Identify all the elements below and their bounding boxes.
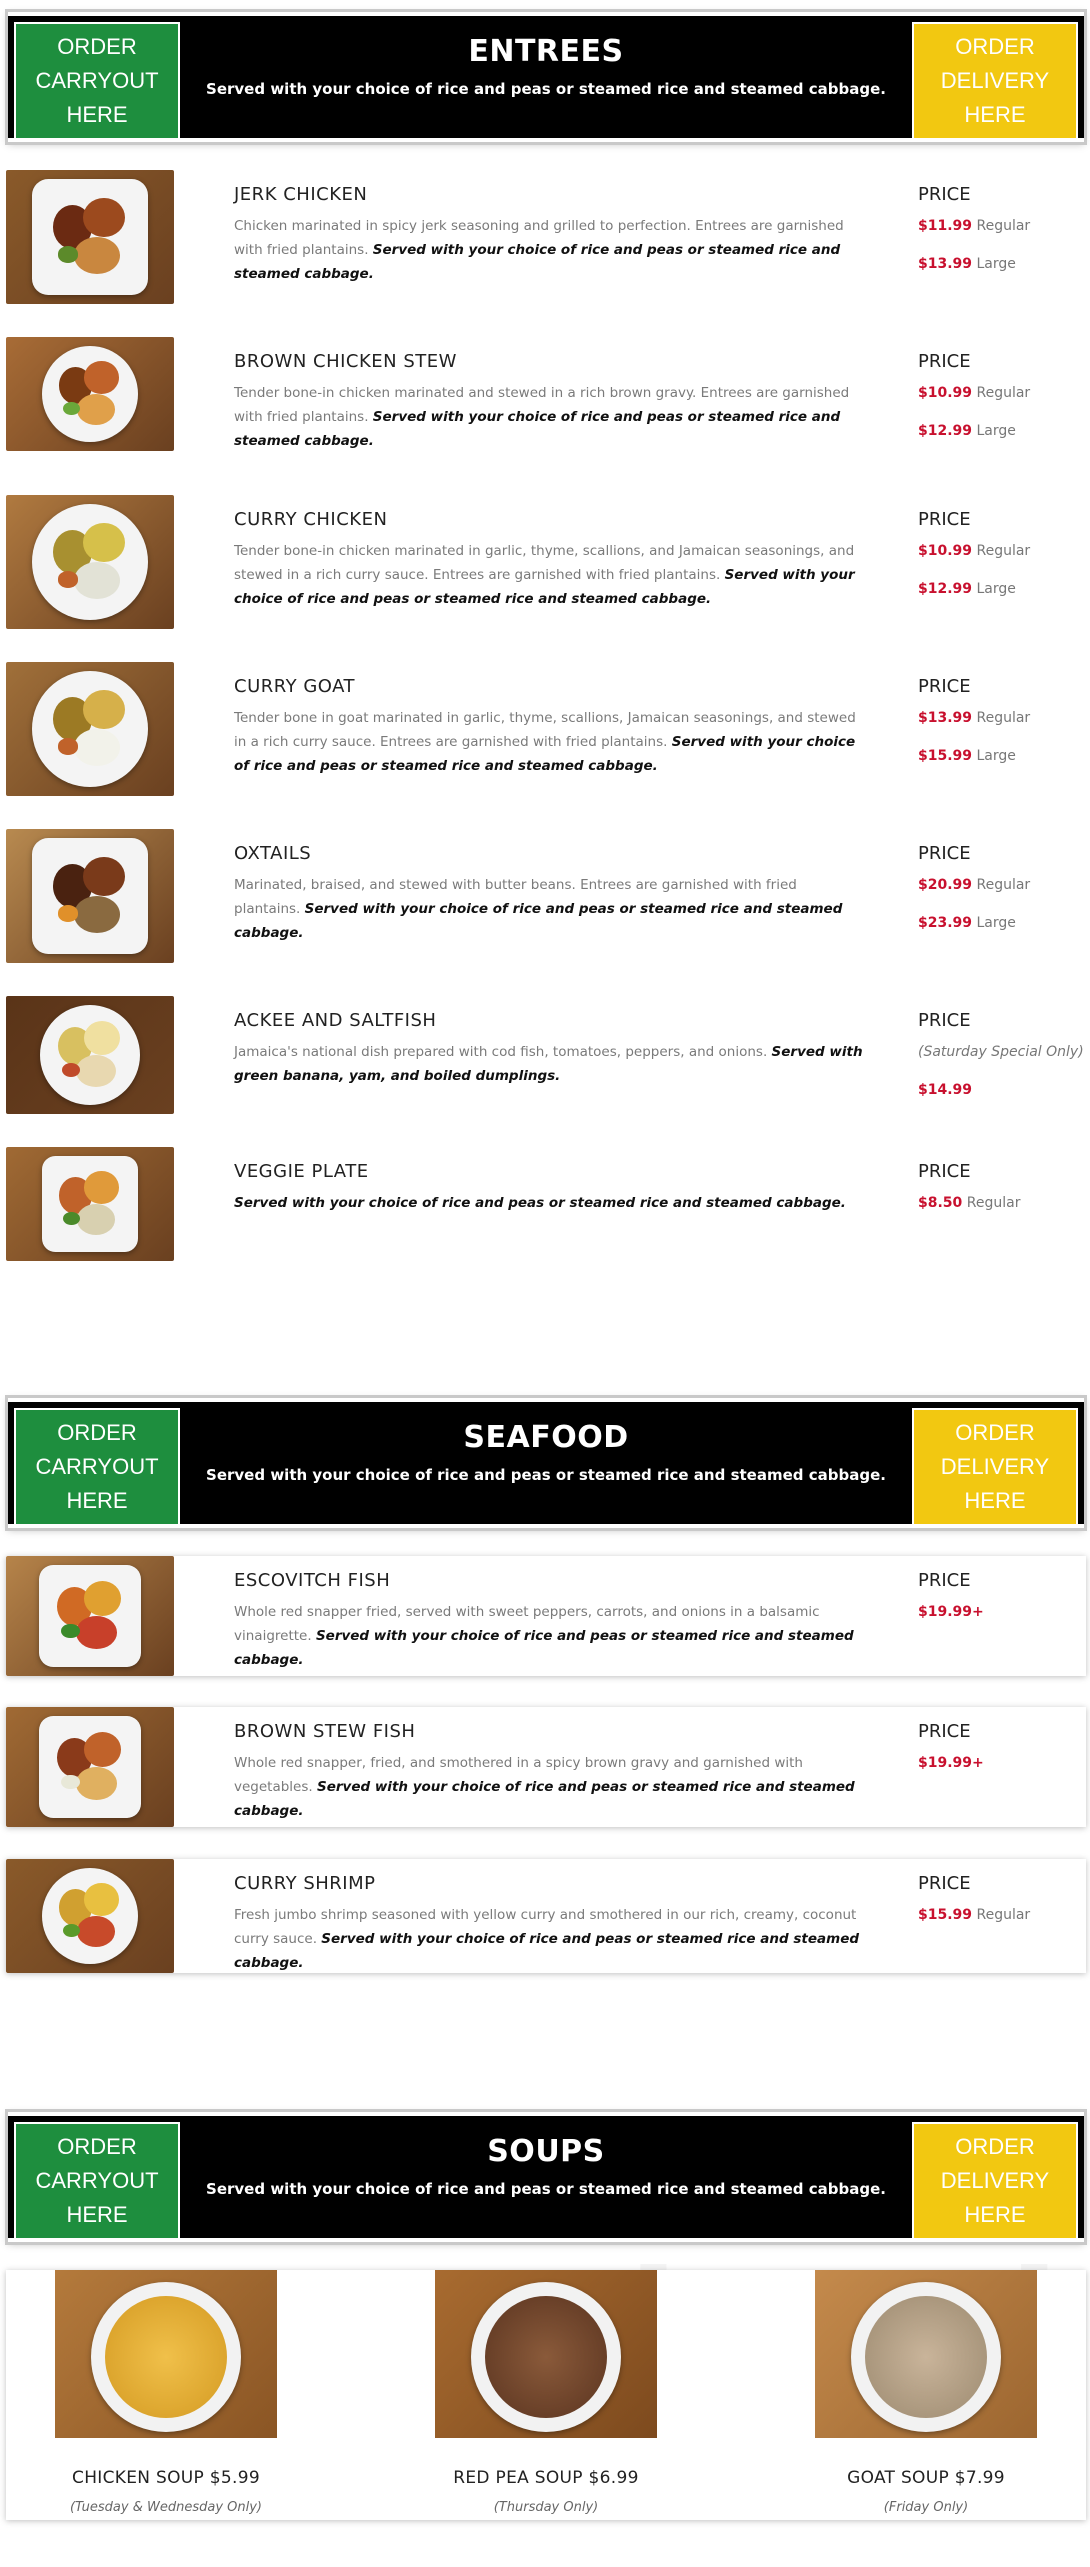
- dish-photo: [6, 1707, 174, 1827]
- price-note: (Saturday Special Only): [918, 1044, 1084, 1060]
- price-row: [918, 877, 1030, 915]
- price-amount: $20.99: [918, 877, 973, 893]
- price-heading: PRICE: [918, 843, 971, 864]
- price-list: [918, 1604, 984, 1642]
- soup-item[interactable]: [815, 2270, 1037, 2515]
- soup-days: (Tuesday & Wednesday Only): [69, 2500, 263, 2515]
- dish-description-served: Served with your choice of rice and peas or steamed rice and steamed cabbage.: [234, 1779, 855, 1819]
- dish-name: CURRY GOAT: [234, 676, 356, 697]
- price-heading: PRICE: [918, 1570, 971, 1591]
- dish-description: [234, 1903, 864, 1975]
- dish-name: VEGGIE PLATE: [234, 1161, 369, 1182]
- price-heading: PRICE: [918, 1873, 971, 1894]
- price-list: [918, 1195, 1020, 1233]
- price-heading: PRICE: [918, 509, 971, 530]
- price-heading: PRICE: [918, 351, 971, 372]
- price-list: [918, 710, 1030, 786]
- dish-description-text: Whole red snapper, fried, and smothered in a spicy brown gravy and garnished with vegetables.: [234, 1755, 803, 1795]
- price-size: Large: [976, 748, 1016, 764]
- soup-label: GOAT SOUP $7.99: [847, 2468, 1005, 2488]
- section-subtitle: Served with your choice of rice and peas or steamed rice and steamed cabbage.: [206, 80, 886, 98]
- soup-item[interactable]: [435, 2270, 657, 2515]
- price-amount: $8.50: [918, 1195, 963, 1211]
- dish-name: OXTAILS: [234, 843, 312, 864]
- price-amount: $19.99+: [918, 1604, 984, 1620]
- order-delivery-button[interactable]: ORDER DELIVERY HERE: [912, 22, 1078, 140]
- price-size: Large: [976, 256, 1016, 272]
- price-row: [918, 385, 1030, 423]
- dish-photo: [6, 495, 174, 629]
- dish-description: [234, 381, 864, 453]
- dish-photo: [6, 1147, 174, 1261]
- dish-description: [234, 1600, 864, 1672]
- dish-description-served: Served with your choice of rice and peas or steamed rice and steamed cabbage.: [234, 901, 843, 941]
- price-amount: $11.99: [918, 218, 973, 234]
- dish-description: [234, 1040, 864, 1088]
- price-amount: $10.99: [918, 543, 973, 559]
- price-amount: $13.99: [918, 256, 973, 272]
- price-heading: PRICE: [918, 1721, 971, 1742]
- dish-description-served: Served with your choice of rice and peas or steamed rice and steamed cabbage.: [234, 1628, 854, 1668]
- price-note-row: [918, 1044, 1084, 1082]
- price-row: [918, 710, 1030, 748]
- soup-label: RED PEA SOUP $6.99: [453, 2468, 639, 2488]
- dish-photo: [6, 1859, 174, 1973]
- dish-description: [234, 214, 864, 286]
- soup-photo: [815, 2270, 1037, 2438]
- price-heading: PRICE: [918, 1161, 971, 1182]
- section-subtitle: Served with your choice of rice and peas or steamed rice and steamed cabbage.: [206, 2180, 886, 2198]
- dish-description-text: Tender bone in goat marinated in garlic, thyme, scallions, Jamaican seasonings, and stewed in a rich curry sauce. Entrees are garnished with fried plantains.: [234, 710, 856, 750]
- price-list: [918, 218, 1030, 294]
- dish-photo: [6, 337, 174, 451]
- dish-name: BROWN STEW FISH: [234, 1721, 416, 1742]
- dish-photo: [6, 829, 174, 963]
- section-title: SOUPS: [487, 2134, 605, 2169]
- price-row: [918, 748, 1030, 786]
- dish-name: JERK CHICKEN: [234, 184, 368, 205]
- dish-name: ESCOVITCH FISH: [234, 1570, 391, 1591]
- order-delivery-button[interactable]: ORDER DELIVERY HERE: [912, 2122, 1078, 2240]
- menu-item[interactable]: [6, 495, 1086, 629]
- soup-days: (Friday Only): [883, 2500, 969, 2515]
- dish-description-text: Jamaica's national dish prepared with cod fish, tomatoes, peppers, and onions.: [234, 1044, 772, 1060]
- dish-description: [234, 706, 864, 778]
- dish-description-text: Marinated, braised, and stewed with butter beans. Entrees are garnished with fried plantains.: [234, 877, 797, 917]
- order-carryout-button[interactable]: ORDER CARRYOUT HERE: [14, 1408, 180, 1526]
- seafood-banner: [8, 1398, 1084, 1528]
- price-amount: $23.99: [918, 915, 973, 931]
- dish-name: ACKEE AND SALTFISH: [234, 1010, 437, 1031]
- price-size: Regular: [976, 1907, 1031, 1923]
- price-amount: $13.99: [918, 710, 973, 726]
- price-row: [918, 1907, 1030, 1945]
- price-heading: PRICE: [918, 184, 971, 205]
- menu-item[interactable]: [6, 996, 1086, 1114]
- menu-item[interactable]: [6, 1707, 1086, 1827]
- price-size: Regular: [976, 385, 1031, 401]
- menu-item[interactable]: [6, 170, 1086, 304]
- soup-label: CHICKEN SOUP $5.99: [72, 2468, 260, 2488]
- soup-photo: [55, 2270, 277, 2438]
- dish-description-text: Whole red snapper fried, served with sweet peppers, carrots, and onions in a balsamic vinaigrette.: [234, 1604, 820, 1644]
- price-heading: PRICE: [918, 676, 971, 697]
- dish-name: CURRY SHRIMP: [234, 1873, 376, 1894]
- entrees-banner: [8, 12, 1084, 142]
- dish-description-text: Fresh jumbo shrimp seasoned with yellow curry and smothered in our rich, creamy, coconut curry sauce.: [234, 1907, 857, 1947]
- price-amount: $15.99: [918, 748, 973, 764]
- price-list: [918, 1907, 1030, 1945]
- section-title: SEAFOOD: [463, 1420, 629, 1455]
- price-amount: $14.99: [918, 1082, 973, 1098]
- price-size: Regular: [976, 710, 1031, 726]
- price-size: Regular: [976, 543, 1031, 559]
- dish-description-served: Served with your choice of rice and peas or steamed rice and steamed cabbage.: [234, 409, 841, 449]
- soup-days: (Thursday Only): [493, 2500, 599, 2515]
- dish-description-served: Served with your choice of rice and peas or steamed rice and steamed cabbage.: [234, 1931, 860, 1971]
- price-amount: $12.99: [918, 581, 973, 597]
- price-row: [918, 218, 1030, 256]
- price-size: Large: [976, 423, 1016, 439]
- price-row: [918, 256, 1030, 294]
- price-list: [918, 543, 1030, 619]
- price-size: Large: [976, 915, 1016, 931]
- menu-item[interactable]: [6, 1556, 1086, 1676]
- price-row: [918, 423, 1030, 461]
- dish-photo: [6, 1556, 174, 1676]
- price-list: [918, 1044, 1084, 1120]
- price-list: [918, 877, 1030, 953]
- section-subtitle: Served with your choice of rice and peas or steamed rice and steamed cabbage.: [206, 1466, 886, 1484]
- dish-name: CURRY CHICKEN: [234, 509, 388, 530]
- menu-item[interactable]: [6, 337, 1086, 451]
- price-row: [918, 1604, 984, 1642]
- price-size: Regular: [976, 877, 1031, 893]
- order-delivery-button[interactable]: ORDER DELIVERY HERE: [912, 1408, 1078, 1526]
- menu-item[interactable]: [6, 662, 1086, 796]
- order-carryout-button[interactable]: ORDER CARRYOUT HERE: [14, 22, 180, 140]
- price-list: [918, 1755, 984, 1793]
- dish-photo: [6, 996, 174, 1114]
- dish-description-served: Served with your choice of rice and peas or steamed rice and steamed cabbage.: [234, 1195, 846, 1211]
- price-row: [918, 1195, 1020, 1233]
- dish-description-text: Tender bone-in chicken marinated and stewed in a rich brown gravy. Entrees are garnished with fried plantains.: [234, 385, 850, 425]
- dish-description-served: Served with your choice of rice and peas or steamed rice and steamed cabbage.: [234, 734, 856, 774]
- menu-item[interactable]: [6, 829, 1086, 963]
- soup-photo: [435, 2270, 657, 2438]
- price-heading: PRICE: [918, 1010, 971, 1031]
- price-list: [918, 385, 1030, 461]
- price-row: [918, 543, 1030, 581]
- price-size: Regular: [976, 218, 1031, 234]
- price-amount: $19.99+: [918, 1755, 984, 1771]
- section-title: ENTREES: [468, 34, 624, 69]
- price-amount: $12.99: [918, 423, 973, 439]
- dish-description-served: Served with green banana, yam, and boiled dumplings.: [234, 1044, 863, 1084]
- dish-description-served: Served with your choice of rice and peas or steamed rice and steamed cabbage.: [234, 242, 841, 282]
- dish-description-served: Served with your choice of rice and peas or steamed rice and steamed cabbage.: [234, 567, 855, 607]
- price-size: Regular: [966, 1195, 1021, 1211]
- price-amount: $15.99: [918, 1907, 973, 1923]
- dish-description-text: Chicken marinated in spicy jerk seasoning and grilled to perfection. Entrees are garnished with fried plantains.: [234, 218, 844, 258]
- soups-panel: [6, 2270, 1086, 2520]
- dish-photo: [6, 170, 174, 304]
- price-amount: $10.99: [918, 385, 973, 401]
- dish-description: [234, 873, 864, 945]
- price-row: [918, 1082, 1084, 1120]
- menu-item[interactable]: [6, 1147, 1086, 1261]
- dish-description-text: Tender bone-in chicken marinated in garlic, thyme, scallions, and Jamaican seasonings, and stewed in a rich curry sauce. Entrees are garnished with fried plantains.: [234, 543, 855, 583]
- price-row: [918, 581, 1030, 619]
- dish-description: [234, 1751, 864, 1823]
- price-size: Large: [976, 581, 1016, 597]
- dish-description: [234, 1191, 864, 1215]
- order-carryout-button[interactable]: ORDER CARRYOUT HERE: [14, 2122, 180, 2240]
- price-row: [918, 1755, 984, 1793]
- dish-photo: [6, 662, 174, 796]
- dish-name: BROWN CHICKEN STEW: [234, 351, 457, 372]
- price-row: [918, 915, 1030, 953]
- soups-banner: [8, 2112, 1084, 2242]
- menu-item[interactable]: [6, 1859, 1086, 1973]
- soup-item[interactable]: [55, 2270, 277, 2515]
- dish-description: [234, 539, 864, 611]
